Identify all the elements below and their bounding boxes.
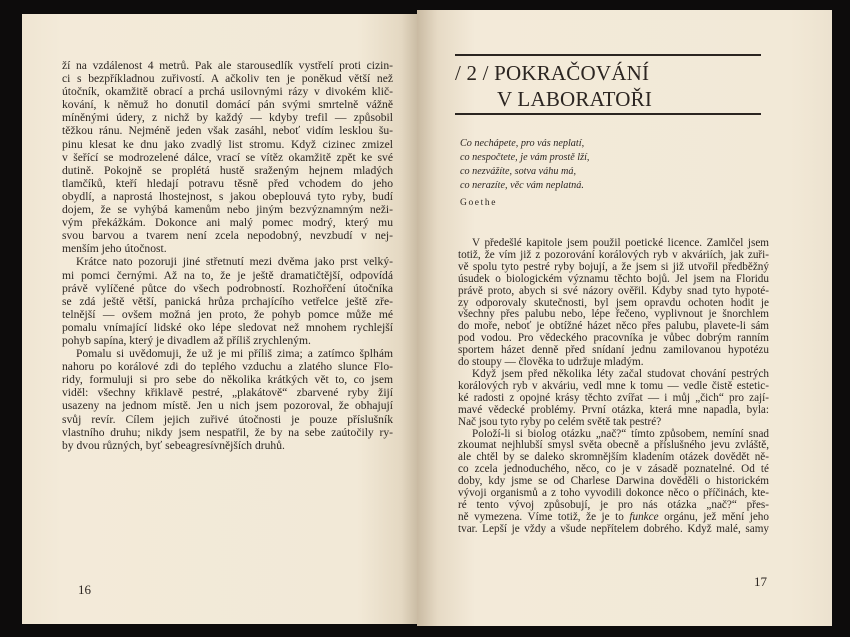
text-line: viděl: všechny křiklavě pestré, „plakátově“ zbarvené ryby žijí <box>62 386 393 400</box>
text-segment: ně vymezena. Víme totiž, že je to <box>458 510 630 523</box>
text-line: právě vylíčené půtce do všech podrobností. Rozhořčení útočníka <box>62 281 393 295</box>
text-line: svou barvou a tvarem není zcela nepodobný, nevzbudí v nej- <box>62 229 393 243</box>
text-line: úsudek o biologickém významu těchto bojů. Jel jsem na Floridu <box>458 272 769 285</box>
text-line: pod vodou. Pro vědeckého pracovníka je vůbec dobrým ranním <box>458 332 769 345</box>
text-line: do moře, neboť je obtížné házet něco přes palubu, plavete-li sám <box>458 320 769 333</box>
page-number-left: 16 <box>78 582 91 597</box>
epigraph-line: co nerazíte, věc vám neplatná. <box>460 180 584 191</box>
epigraph-attribution: Goethe <box>460 198 498 208</box>
text-line: Pomalu si uvědomuji, že už je mi příliš zima; a zatímco šplhám <box>76 347 393 361</box>
paragraph <box>62 59 393 255</box>
text-line: vlastního druhu; nikdy jsem nespatřil, že by na sebe zaútočily ry- <box>62 425 393 439</box>
epigraph-line: co nezvážíte, sotva váhu má, <box>460 166 576 177</box>
text-line: všechny přes palubu nebo, lépe řečeno, vyplivnout je šnorchlem <box>458 308 769 321</box>
chapter-title-line-2: V LABORATOŘI <box>497 87 653 111</box>
text-line: pomalu vnímající lidské oko lépe sledovat než mnohem rychlejší <box>62 320 393 334</box>
text-line: v šeřící se modrozelené dálce, vrací se vítěz okamžitě zpět ke své <box>62 150 393 164</box>
epigraph-line: co nespočtete, je vám prostě lží, <box>460 152 590 163</box>
text-line: tvar. Lepší je vždy a všude nepřítelem dobrého. Když malé, samy <box>458 522 769 535</box>
text-line: mi pomci černými. Až na to, že je ještě dramatičtější, odpovídá <box>62 268 393 282</box>
text-line: ží na vzdálenost 4 metrů. Pak ale starousedlík vystřelí proti cizin- <box>62 59 393 72</box>
left-page-body-text <box>62 59 393 452</box>
text-line: do stoupy — člověka to udržuje mladým. <box>458 356 644 369</box>
italic-emphasis: funkce <box>629 510 659 523</box>
text-line: míněnými údery, z nichž by každý — kdyby trefil — způsobil <box>62 111 393 125</box>
right-book-page <box>417 10 832 626</box>
text-line: vě spolu tyto pestré ryby bojují, a že jsem si již utvořil předběžný <box>458 260 769 273</box>
text-line: dojem, že se vyhýbá kamenům nebo jiným bezvýznamným neži- <box>62 203 393 217</box>
chapter-title-rule-bottom <box>455 113 761 115</box>
text-line: doby, kdy jsme se od Charlese Darwina dověděli o historickém <box>458 475 769 488</box>
chapter-title-rule-top <box>455 54 761 56</box>
text-line: by dvou různých, byť sebeagresívnějších druhů. <box>62 438 285 452</box>
paragraph <box>458 429 769 536</box>
text-line: ale chtěl by se daleko skromnějším kladením otázek dovědět ně- <box>458 451 769 464</box>
text-line: tlamčíků, kteří hledají potravu těsně před vchodem do jeho <box>62 176 393 190</box>
epigraph-line: Co nechápete, pro vás neplatí, <box>460 138 585 149</box>
text-line: těžkou ránu. Nejméně jeden však zasáhl, neboť vidím lesklou šu- <box>62 124 393 138</box>
text-segment: orgánu, jež mění jeho <box>658 510 769 523</box>
text-line: zkoumat nejhlubší smysl světa obecně a příslušného jevu zvláště, <box>458 439 769 452</box>
text-line: Krátce nato pozoruji jiné střetnutí mezi dvěma jako prst velký- <box>76 255 393 269</box>
text-line: ké radosti z opojné krásy těchto zvířat — i můj „čich“ pro zají- <box>458 391 769 404</box>
text-line: menším jeho útočnost. <box>62 242 167 256</box>
epigraph <box>460 137 589 193</box>
text-line: Nač jsou tyto ryby po celém světě tak pestré? <box>458 415 662 428</box>
text-line: ridy, formuluji si pro sebe do několika krátkých vět to, co jsem <box>62 373 393 387</box>
text-line: sportem házet denně před snídaní jednu zamilovanou hypotézu <box>458 344 769 357</box>
paragraph <box>458 369 769 429</box>
text-line: útočník, okamžitě obrací a prchá usilovnými rázy v divokém klič- <box>62 85 393 99</box>
text-line: zy odporovaly skutečnosti, byl jsem opravdu ochoten hodit je <box>458 296 769 309</box>
text-line: V předešlé kapitole jsem použil poetické licence. Zamlčel jsem <box>472 237 769 249</box>
paragraph <box>62 347 393 452</box>
paragraph <box>62 255 393 347</box>
text-line: co zcela jednoduchého, něco, co je v zásadě poznatelné. Od té <box>458 463 769 476</box>
text-line: telnější — ovšem možná jen proto, že pohyb pomce může mé <box>62 307 393 321</box>
text-line: pohyb sapína, který je divadlem až příliš zrychleným. <box>62 333 311 347</box>
text-line: korálových ryb v akváriu, vedl mne k tomu — vedle čistě estetic- <box>458 379 769 392</box>
text-line: nahoru po korálové zdi do teplého vzduchu a zlatého slunce Flo- <box>62 360 393 374</box>
text-line: mavé vědecké problémy. První otázka, která mne napadla, byla: <box>458 403 769 416</box>
page-number-right: 17 <box>754 574 767 589</box>
text-line: vým překážkám. Dokonce ani malý pomec modrý, který mu <box>62 216 393 230</box>
text-line: usazeny na jednom místě. Jen u nich jsem pozoroval, že obhajují <box>62 399 393 413</box>
text-line: právě proto, abych si své názory ověřil. Kdyby snad tyto hypoté- <box>458 284 769 297</box>
text-line: se zdá ještě větší, panická hrůza prchajícího vetřelce ještě zře- <box>62 294 393 308</box>
chapter-title-line-1: / 2 / POKRAČOVÁNÍ <box>455 61 650 85</box>
text-line: dutině. Pokojně se proplétá hustě sraženým hejnem mladých <box>62 163 393 177</box>
text-line: pinu klesat ke dnu jako zvadlý list stromu. Když cizinec zmizel <box>62 137 393 151</box>
paragraph <box>458 238 769 369</box>
text-line <box>458 512 769 524</box>
right-page-body-text <box>458 238 769 536</box>
text-line: ci s bezpříkladnou zuřivostí. A ačkoliv ten je poněkud větší než <box>62 72 393 86</box>
text-line: Když jsem před několika léty začal studovat chování pestrých <box>472 367 769 380</box>
text-line: svůj revír. Cílem jejich zuřivé útočnosti je pouze příslušník <box>62 412 393 426</box>
text-line: obydlí, a naprostá lhostejnost, s jakou obeplouvá tyto ryby, budí <box>62 189 393 203</box>
text-line: kování, k němuž ho donutil domácí pán svými smrtelně vážně <box>62 98 393 112</box>
text-line: totiž, že vím již z pozorování korálových ryb v akváriích, jak zuři- <box>458 248 769 261</box>
text-line: Položí-li si biolog otázku „nač?“ tímto způsobem, nemíní snad <box>472 427 769 440</box>
text-line: vývoji organismů a z toho vyvodili dokonce něco o příčinách, kte- <box>458 487 769 500</box>
left-book-page <box>22 14 417 624</box>
text-line: ré tento vývoj způsobují, je pro nás otázka „nač?“ přes- <box>458 498 769 511</box>
